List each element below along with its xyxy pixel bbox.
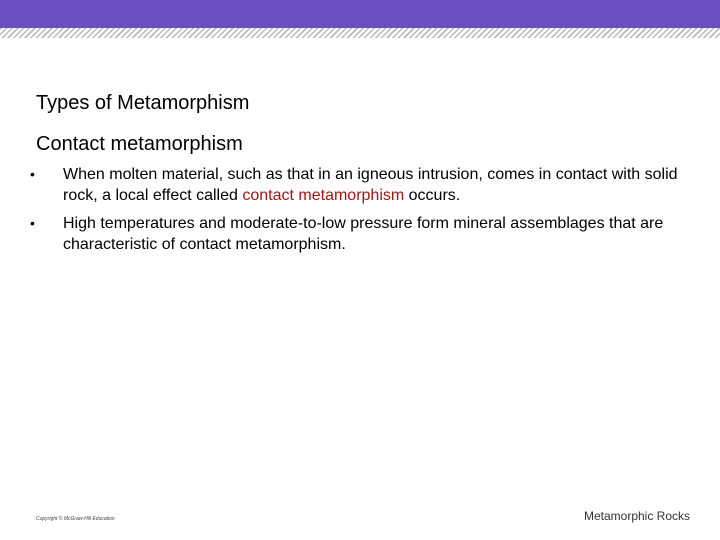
bullet-text: High temperatures and moderate-to-low pressure form mineral assemblages that are characteristic of contact metamorphism. (63, 215, 664, 253)
footer-chapter-title: Metamorphic Rocks (583, 509, 690, 523)
bullet-item (30, 164, 690, 206)
highlighted-term: contact metamorphism (242, 187, 405, 204)
bullet-list (30, 164, 690, 262)
slide-title: Types of Metamorphism (36, 92, 250, 114)
bullet-text-end: occurs. (404, 187, 461, 204)
bullet-dot-icon: • (30, 215, 35, 231)
bullet-dot-icon: • (30, 166, 35, 182)
copyright-notice: Copyright © McGraw-Hill Education (36, 516, 115, 522)
section-heading: Contact metamorphism (36, 133, 243, 155)
hatched-divider-strip (0, 28, 720, 38)
top-color-band (0, 0, 720, 28)
bullet-item (30, 213, 690, 255)
bullet-text-start: When molten material, such as that in an igneous intrusion, comes in contact with solid rock, a local effect called (63, 166, 678, 204)
